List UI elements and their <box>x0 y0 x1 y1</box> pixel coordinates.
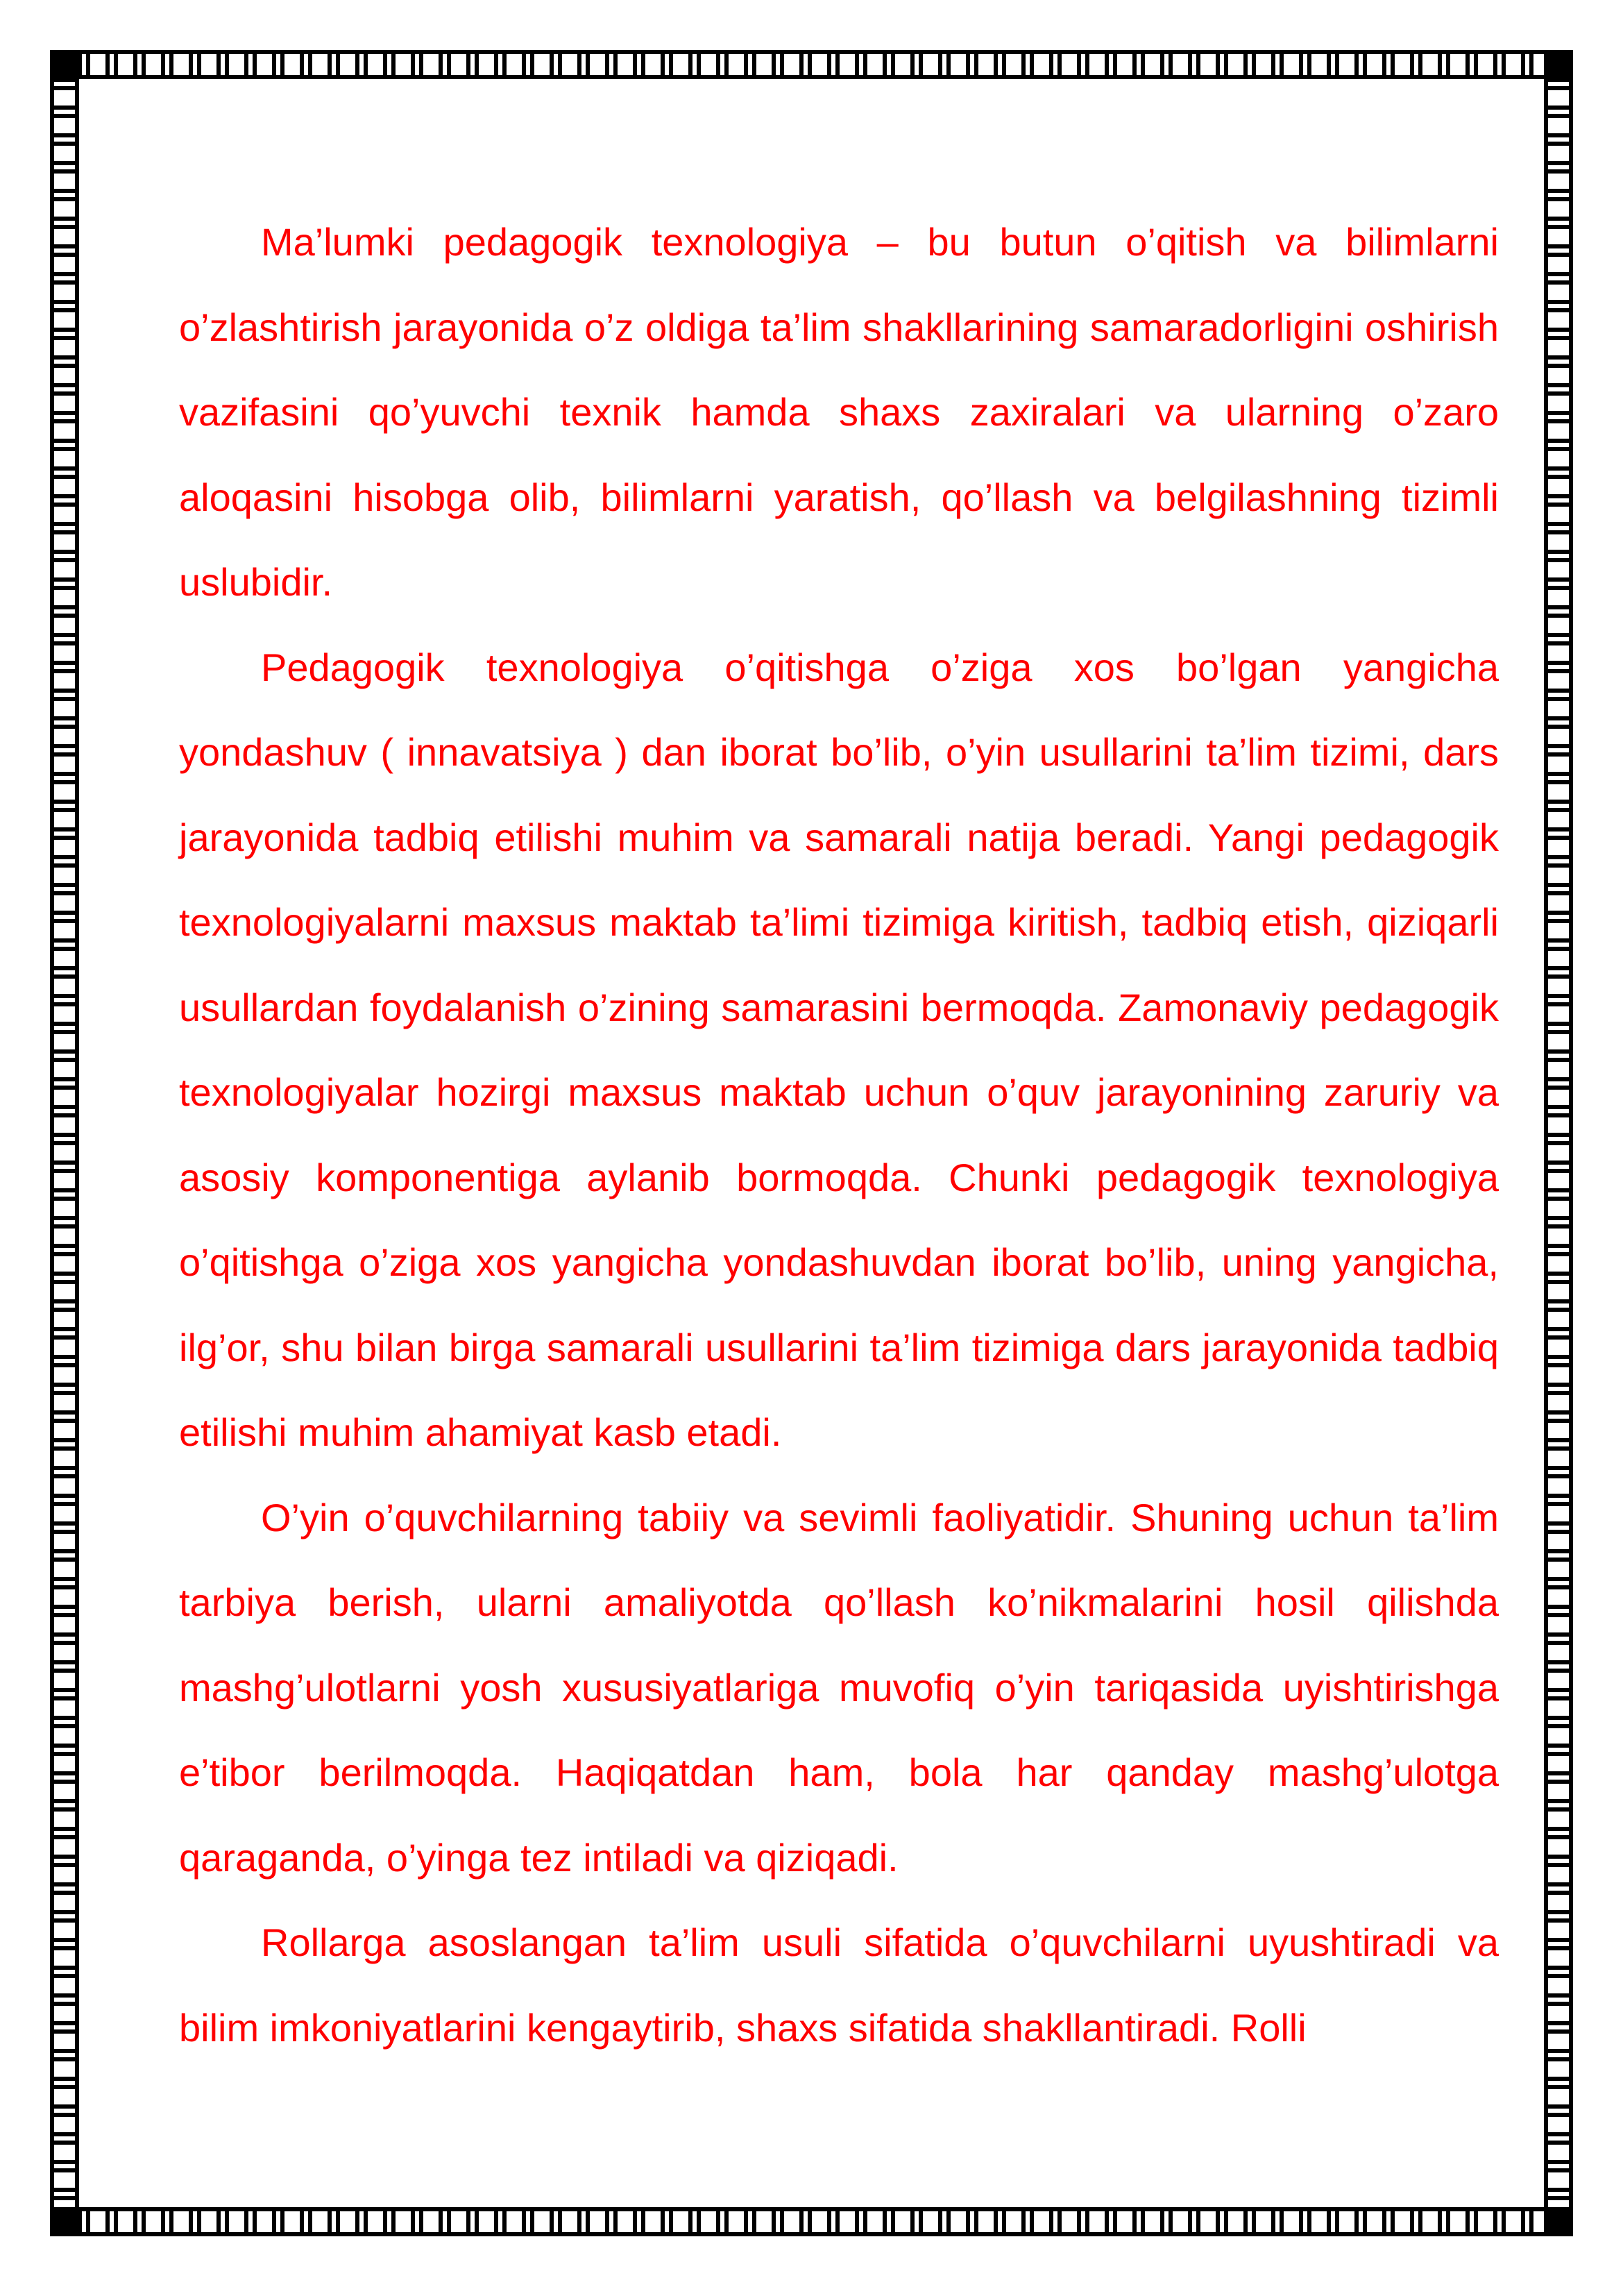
paragraph-2: Pedagogik texnologiya o’qitishga o’ziga xos bo’lgan yangicha yondashuv ( innavatsiya ) dan iborat bo’lib, o’yin usullarini ta’lim tizimi, dars jarayonida tadbiq etilishi muhim va samarali natija beradi. Yangi pedagogik texnologiyalarni maxsus maktab ta’limi tizimiga kiritish, tadbiq etish, qiziqarli usullardan foydalanish o’zining samarasini bermoqda. Zamonaviy pedagogik texnologiyalar hozirgi maxsus maktab uchun o’quv jarayonining zaruriy va asosiy komponentiga aylanib bormoqda. Chunki pedagogik texnologiya o’qitishga o’ziga xos yangicha yondashuvdan iborat bo’lib, uning yangicha, ilg’or, shu bilan birga samarali usullarini ta’lim tizimiga dars jarayonida tadbiq etilishi muhim ahamiyat kasb etadi. <box>179 645 1499 1454</box>
decorative-border-bottom <box>50 2207 1573 2236</box>
border-corner-bottom-right <box>1544 2207 1573 2236</box>
border-corner-top-right <box>1544 50 1573 79</box>
paragraph-3: O’yin o’quvchilarning tabiiy va sevimli faoliyatidir. Shuning uchun ta’lim tarbiya berish, ularni amaliyotda qo’llash ko’nikmalarini hosil qilishda mashg’ulotlarni yosh xususiyatlariga muvofiq o’yin tariqasida uyishtirishga e’tibor berilmoqda. Haqiqatdan ham, bola har qanday mashg’ulotga qaraganda, o’yinga tez intiladi va qiziqadi. <box>179 1495 1499 1880</box>
decorative-border-right <box>1544 50 1573 2236</box>
document-body <box>179 200 1499 2070</box>
paragraph-1: Ma’lumki pedagogik texnologiya – bu butun o’qitish va bilimlarni o’zlashtirish jarayonida o’z oldiga ta’lim shakllarining samaradorligini oshirish vazifasini qo’yuvchi texnik hamda shaxs zaxiralari va ularning o’zaro aloqasini hisobga olib, bilimlarni yaratish, qo’llash va belgilashning tizimli uslubidir. <box>179 220 1499 604</box>
decorative-border-top <box>50 50 1573 79</box>
border-corner-top-left <box>50 50 79 79</box>
border-corner-bottom-left <box>50 2207 79 2236</box>
decorative-border-left <box>50 50 79 2236</box>
paragraph-4: Rollarga asoslangan ta’lim usuli sifatida o’quvchilarni uyushtiradi va bilim imkoniyatlarini kengaytirib, shaxs sifatida shakllantiradi. Rolli <box>179 1921 1499 2050</box>
